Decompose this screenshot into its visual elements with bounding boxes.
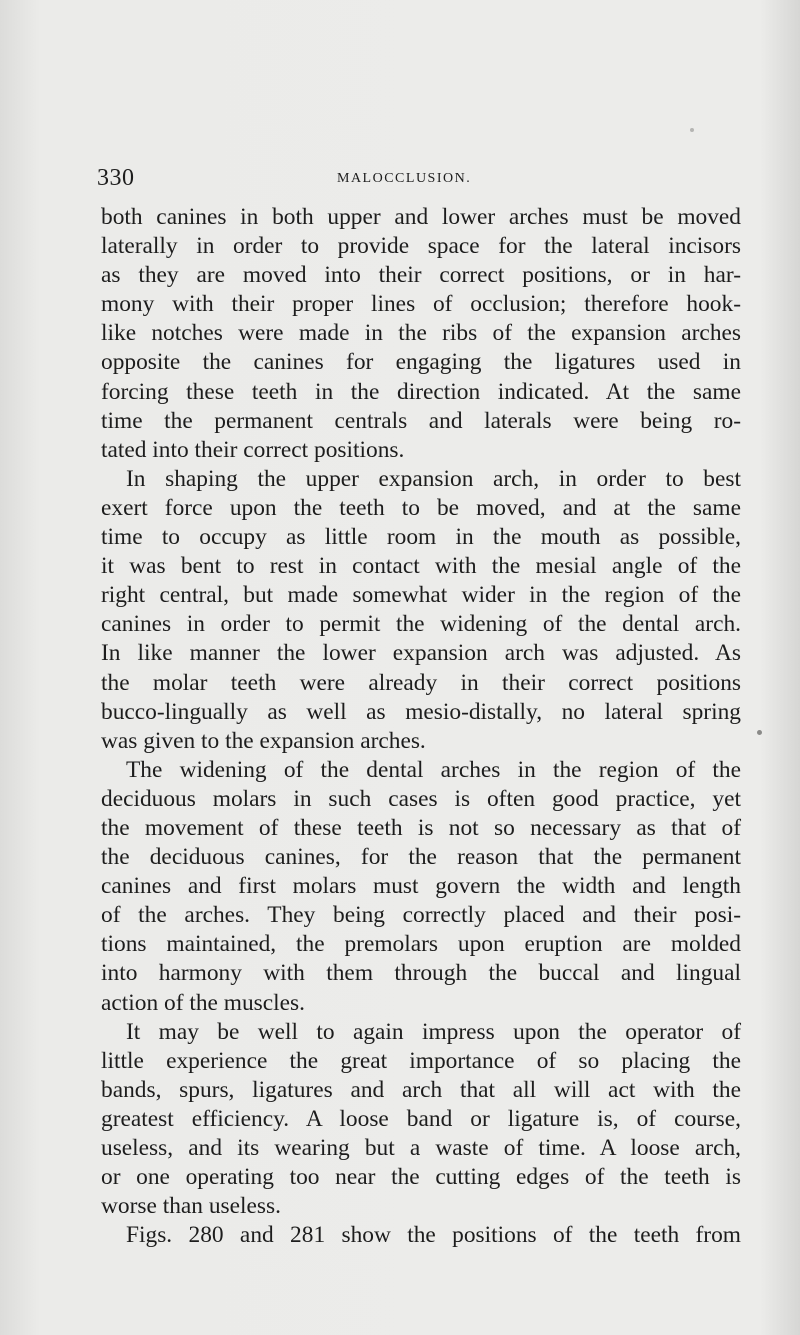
text-line: canines and first molars must govern the width and length <box>101 873 741 900</box>
running-head: MALOCCLUSION. <box>337 171 472 186</box>
text-line: action of the muscles. <box>101 989 305 1016</box>
text-line: canines in order to permit the widening of the dental arch. <box>101 611 741 638</box>
page-header <box>97 165 757 195</box>
text-line: of the arches. They being correctly placed and their posi- <box>101 902 741 929</box>
text-line: was given to the expansion arches. <box>101 727 426 754</box>
text-line: the molar teeth were already in their correct positions <box>101 669 741 696</box>
text-line: exert force upon the teeth to be moved, and at the same <box>101 494 741 521</box>
paper-speck <box>757 730 762 735</box>
text-line: time to occupy as little room in the mouth as possible, <box>101 524 741 551</box>
text-line: mony with their proper lines of occlusion; therefore hook- <box>101 291 741 318</box>
text-line: worse than useless. <box>101 1193 281 1220</box>
text-line: the deciduous canines, for the reason that the permanent <box>101 844 741 871</box>
text-line: it was bent to rest in contact with the mesial angle of the <box>101 553 741 580</box>
text-line: or one operating too near the cutting edges of the teeth is <box>101 1164 741 1191</box>
text-line: into harmony with them through the buccal and lingual <box>101 960 741 987</box>
page-number: 330 <box>97 165 135 191</box>
text-line: useless, and its wearing but a waste of time. A loose arch, <box>101 1135 741 1161</box>
text-line: It may be well to again impress upon the operator of <box>126 1018 741 1045</box>
text-line: both canines in both upper and lower arches must be moved <box>101 204 741 230</box>
body-text <box>101 203 741 1250</box>
text-line: as they are moved into their correct positions, or in har- <box>101 262 741 289</box>
text-line: bands, spurs, ligatures and arch that all will act with the <box>101 1076 741 1103</box>
text-line: In shaping the upper expansion arch, in order to best <box>126 465 741 492</box>
text-line: Figs. 280 and 281 show the positions of the teeth from <box>126 1222 741 1249</box>
text-line: forcing these teeth in the direction indicated. At the same <box>101 378 741 405</box>
text-line: little experience the great importance of so placing the <box>101 1047 741 1074</box>
text-line: like notches were made in the ribs of the expansion arches <box>101 320 741 347</box>
text-line: time the permanent centrals and laterals were being ro- <box>101 407 741 434</box>
paper-speck <box>690 128 694 132</box>
text-line: tated into their correct positions. <box>101 436 405 463</box>
text-line: laterally in order to provide space for the lateral incisors <box>101 233 741 260</box>
text-line: tions maintained, the premolars upon eruption are molded <box>101 931 741 958</box>
text-line: The widening of the dental arches in the region of the <box>126 756 741 783</box>
text-line: In like manner the lower expansion arch was adjusted. As <box>101 640 741 667</box>
text-line: the movement of these teeth is not so necessary as that of <box>101 814 741 841</box>
text-line: bucco-lingually as well as mesio-distally, no lateral spring <box>101 698 741 725</box>
text-line: opposite the canines for engaging the ligatures used in <box>101 349 741 376</box>
text-line: greatest efficiency. A loose band or ligature is, of course, <box>101 1105 741 1132</box>
text-line: deciduous molars in such cases is often good practice, yet <box>101 785 741 812</box>
text-line: right central, but made somewhat wider in the region of the <box>101 582 741 609</box>
